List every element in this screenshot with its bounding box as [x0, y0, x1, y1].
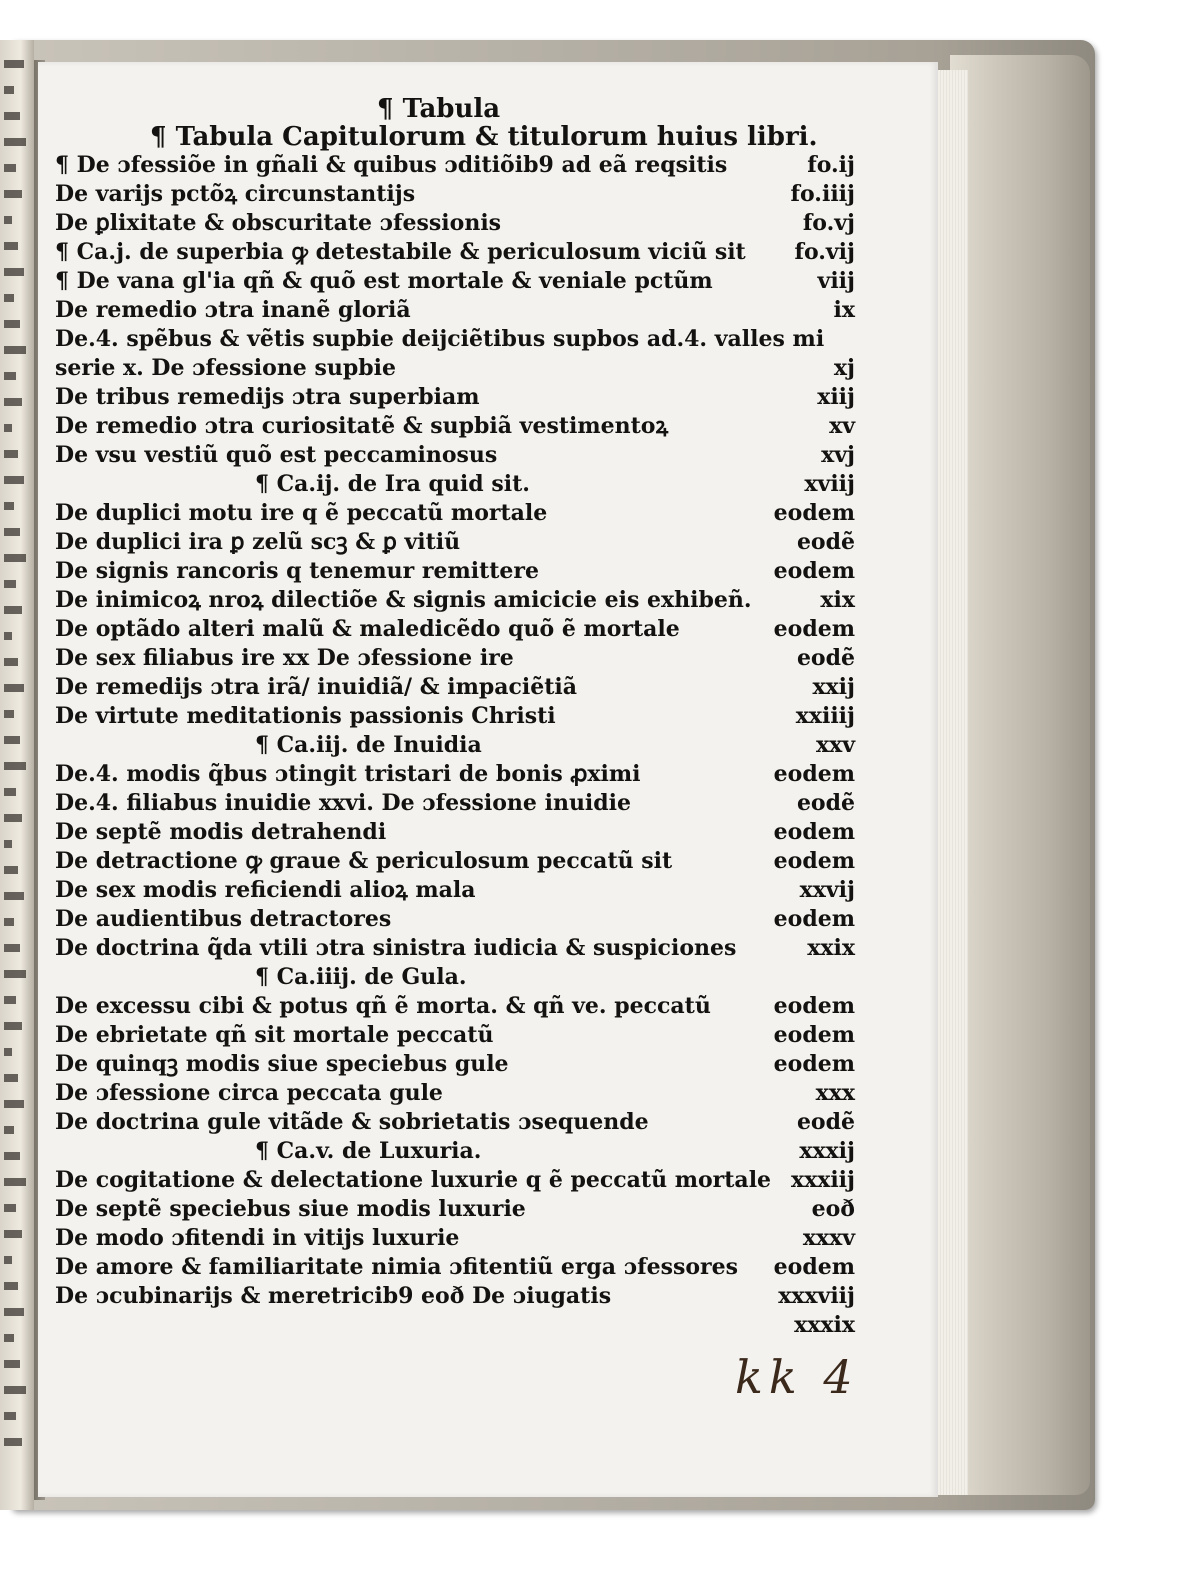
toc-folio: xxxv	[802, 1225, 855, 1251]
toc-entry-row	[55, 934, 855, 963]
binding-fore-edge	[950, 55, 1090, 1495]
toc-entry-text: De amore & familiaritate nimia ɔfitentiũ erga ɔfessores	[55, 1254, 738, 1280]
toc-entry-row	[55, 180, 855, 209]
toc-entry-row	[55, 557, 855, 586]
chapter-heading-row	[55, 1137, 855, 1166]
facing-page-text-fragment	[4, 1282, 18, 1290]
toc-entry-row	[55, 267, 855, 296]
toc-entry-text: De ɔfessione circa peccata gule	[55, 1080, 443, 1106]
toc-folio: xj	[833, 355, 855, 381]
toc-folio: xiij	[817, 384, 855, 410]
toc-entry-text: De signis rancoris q tenemur remittere	[55, 558, 540, 584]
toc-folio: eodem	[773, 993, 855, 1019]
facing-page-text-fragment	[4, 164, 16, 172]
facing-page-text-fragment	[4, 762, 26, 770]
toc-folio: eodẽ	[796, 790, 855, 816]
facing-page-text-fragment	[4, 528, 20, 536]
facing-page-text-fragment	[4, 710, 14, 718]
toc-folio: xxvij	[799, 877, 855, 903]
toc-folio: xv	[829, 413, 855, 439]
toc-entry-row	[55, 644, 855, 673]
toc-folio: eodẽ	[796, 1109, 855, 1135]
facing-page-edge	[0, 40, 34, 1510]
toc-entry-row	[55, 1253, 855, 1282]
toc-folio: eodẽ	[796, 645, 855, 671]
toc-entry-text: De ebrietate qñ sit mortale peccatũ	[55, 1022, 494, 1048]
facing-page-text-fragment	[4, 918, 14, 926]
toc-entry-text: De duplici ira ꝑ zelũ scꝫ & ꝑ vitiũ	[55, 529, 461, 555]
toc-folio: eodem	[773, 761, 855, 787]
toc-folio: xxxix	[794, 1312, 855, 1338]
toc-folio: eodem	[773, 906, 855, 932]
toc-folio: fo.ij	[807, 152, 855, 178]
toc-entry-text: ¶ Ca.v. de Luxuria.	[255, 1138, 482, 1164]
toc-entry-row	[55, 992, 855, 1021]
toc-entry-text: De septẽ modis detrahendi	[55, 819, 387, 845]
chapter-heading-row	[55, 963, 855, 992]
toc-entry-text: serie x. De ɔfessione supbie	[55, 355, 396, 381]
facing-page-text-fragment	[4, 1412, 16, 1420]
page-title: ¶ Tabula	[377, 94, 501, 124]
toc-folio: xxxviij	[778, 1283, 855, 1309]
toc-entry-row	[55, 383, 855, 412]
facing-page-text-fragment	[4, 346, 26, 354]
facing-page-text-fragment	[4, 1100, 24, 1108]
facing-page-text-fragment	[4, 1256, 12, 1264]
facing-page-text-fragment	[4, 424, 12, 432]
toc-entry-row	[55, 151, 855, 180]
toc-folio: xix	[820, 587, 855, 613]
toc-entry-text: De detractione ꝙ graue & periculosum peccatũ sit	[55, 848, 673, 874]
facing-page-text-fragment	[4, 1178, 26, 1186]
facing-page-text-fragment	[4, 1152, 20, 1160]
facing-page-text-fragment	[4, 554, 26, 562]
facing-page-text-fragment	[4, 268, 24, 276]
toc-entry-row	[55, 1079, 855, 1108]
facing-page-text-fragment	[4, 112, 20, 120]
chapter-heading-row	[55, 470, 855, 499]
toc-entry-row	[55, 615, 855, 644]
facing-page-text-fragment	[4, 372, 16, 380]
toc-entry-row	[55, 325, 855, 354]
facing-page-text-fragment	[4, 840, 12, 848]
toc-folio: fo.vj	[802, 210, 855, 236]
toc-entry-row	[55, 354, 855, 383]
toc-folio: eodem	[773, 1022, 855, 1048]
toc-rows	[55, 151, 855, 1340]
toc-entry-row	[55, 876, 855, 905]
toc-folio: xviij	[804, 471, 855, 497]
toc-entry-text: De doctrina gule vitãde & sobrietatis ɔsequende	[55, 1109, 649, 1135]
toc-entry-text: De.4. modis q̃bus ɔtingit tristari de bonis ꝓximi	[55, 761, 641, 787]
facing-page-text-fragment	[4, 1230, 22, 1238]
toc-folio: xvj	[821, 442, 855, 468]
toc-entry-text: De septẽ speciebus siue modis luxurie	[55, 1196, 526, 1222]
facing-page-text-fragment	[4, 502, 14, 510]
facing-page-text-fragment	[4, 788, 16, 796]
toc-entry-text: ¶ Ca.j. de superbia ꝙ detestabile & periculosum viciũ sit	[55, 239, 746, 265]
toc-folio: xxxij	[799, 1138, 855, 1164]
facing-page-text-fragment	[4, 216, 12, 224]
toc-entry-row	[55, 818, 855, 847]
toc-entry-text: De sex filiabus ire xx De ɔfessione ire	[55, 645, 514, 671]
facing-page-text-fragment	[4, 60, 24, 68]
toc-entry-text: ¶ Ca.iij. de Inuidia	[255, 732, 482, 758]
facing-page-text-fragment	[4, 242, 18, 250]
facing-page-text-fragment	[4, 580, 16, 588]
page-subtitle: ¶ Tabula Capitulorum & titulorum huius libri.	[150, 122, 818, 152]
toc-entry-row	[55, 1195, 855, 1224]
toc-entry-text: De varijs pctõꝝ circunstantijs	[55, 181, 416, 207]
facing-page-text-fragment	[4, 190, 22, 198]
facing-page-text-fragment	[4, 684, 24, 692]
toc-folio: eodem	[773, 848, 855, 874]
toc-folio: xxv	[815, 732, 855, 758]
toc-entry-text: ¶ De vana gl'ia qñ & quõ est mortale & veniale pctũm	[55, 268, 713, 294]
toc-entry-row	[55, 1311, 855, 1340]
toc-entry-row	[55, 1224, 855, 1253]
toc-entry-row	[55, 789, 855, 818]
toc-entry-row	[55, 1050, 855, 1079]
toc-entry-row	[55, 586, 855, 615]
toc-entry-row	[55, 238, 855, 267]
toc-folio: viij	[817, 268, 855, 294]
toc-entry-text: De ɔcubinarijs & meretricib9 eoð De ɔiugatis	[55, 1283, 612, 1309]
toc-folio: ix	[833, 297, 855, 323]
toc-entry-text: De inimicoꝝ nroꝝ dilectiõe & signis amicicie eis exhibeñ.	[55, 587, 752, 613]
toc-entry-row	[55, 441, 855, 470]
facing-page-text-fragment	[4, 606, 22, 614]
toc-entry-text: De remedio ɔtra inanẽ gloriã	[55, 297, 411, 323]
facing-page-text-fragment	[4, 892, 24, 900]
toc-entry-text: De optãdo alteri malũ & maledicẽdo quõ ẽ mortale	[55, 616, 680, 642]
toc-entry-row	[55, 1166, 855, 1195]
toc-entry-text: De doctrina q̃da vtili ɔtra sinistra iudicia & suspiciones	[55, 935, 737, 961]
toc-entry-row	[55, 1021, 855, 1050]
facing-page-text-fragment	[4, 320, 20, 328]
toc-entry-text: De.4. spẽbus & vẽtis supbie deijciẽtibus supbos ad.4. valles mi	[55, 326, 825, 352]
toc-entry-text: ¶ Ca.iiij. de Gula.	[255, 964, 467, 990]
toc-folio: eodem	[773, 1254, 855, 1280]
facing-page-text-fragment	[4, 1022, 22, 1030]
facing-page-text-fragment	[4, 1360, 20, 1368]
toc-entry-row	[55, 905, 855, 934]
toc-entry-text: De modo ɔfitendi in vitijs luxurie	[55, 1225, 460, 1251]
toc-entry-row	[55, 1282, 855, 1311]
facing-page-text-fragment	[4, 86, 14, 94]
facing-page-text-fragment	[4, 632, 12, 640]
facing-page-text-fragment	[4, 1386, 26, 1394]
facing-page-text-fragment	[4, 1334, 14, 1342]
facing-page-text-fragment	[4, 736, 20, 744]
toc-entry-row	[55, 296, 855, 325]
facing-page-text-fragment	[4, 1048, 12, 1056]
toc-entry-text: De audientibus detractores	[55, 906, 392, 932]
toc-folio: xxx	[815, 1080, 855, 1106]
toc-entry-row	[55, 1108, 855, 1137]
facing-page-text-fragment	[4, 866, 18, 874]
chapter-heading-row	[55, 731, 855, 760]
toc-entry-text: ¶ Ca.ij. de Ira quid sit.	[255, 471, 530, 497]
facing-page-text-fragment	[4, 1438, 22, 1446]
toc-entry-row	[55, 412, 855, 441]
facing-page-text-fragment	[4, 944, 20, 952]
toc-entry-text: De vsu vestiũ quõ est peccaminosus	[55, 442, 498, 468]
toc-entry-row	[55, 673, 855, 702]
facing-page-text-fragment	[4, 658, 18, 666]
facing-page-text-fragment	[4, 1126, 14, 1134]
toc-folio: eodẽ	[796, 529, 855, 555]
toc-entry-text: ¶ De ɔfessiõe in gñali & quibus ɔditiõib9 ad eã reqsitis	[55, 152, 728, 178]
toc-entry-row	[55, 847, 855, 876]
toc-entry-text: De duplici motu ire q ẽ peccatũ mortale	[55, 500, 548, 526]
toc-entry-row	[55, 499, 855, 528]
facing-page-text-fragment	[4, 294, 14, 302]
toc-folio: fo.iiij	[790, 181, 855, 207]
toc-entry-row	[55, 760, 855, 789]
toc-folio: eodem	[773, 819, 855, 845]
toc-entry-row	[55, 528, 855, 557]
handwritten-signature-mark: kk 4	[735, 1350, 859, 1404]
toc-entry-text: De.4. filiabus inuidie xxvi. De ɔfessione inuidie	[55, 790, 632, 816]
toc-entry-text: De virtute meditationis passionis Christi	[55, 703, 556, 729]
toc-folio: eodem	[773, 500, 855, 526]
facing-page-text-fragment	[4, 814, 22, 822]
toc-entry-text: De excessu cibi & potus qñ ẽ morta. & qñ ve. peccatũ	[55, 993, 711, 1019]
table-of-contents	[55, 95, 855, 1340]
facing-page-text-fragment	[4, 970, 26, 978]
facing-page-text-fragment	[4, 476, 24, 484]
facing-page-text-fragment	[4, 1204, 16, 1212]
toc-entry-row	[55, 702, 855, 731]
facing-page-text-fragment	[4, 1074, 18, 1082]
toc-folio: xxix	[807, 935, 855, 961]
facing-page-text-fragment	[4, 138, 26, 146]
toc-entry-text: De ꝑlixitate & obscuritate ɔfessionis	[55, 210, 502, 236]
toc-folio: eodem	[773, 616, 855, 642]
toc-entry-text: De tribus remedijs ɔtra superbiam	[55, 384, 480, 410]
facing-page-text-fragment	[4, 398, 22, 406]
toc-entry-row	[55, 209, 855, 238]
toc-entry-text: De remedijs ɔtra irã/ inuidiã/ & impaciẽtiã	[55, 674, 578, 700]
toc-folio: xxij	[812, 674, 855, 700]
toc-folio: xxxiij	[790, 1167, 855, 1193]
toc-folio: eoð	[811, 1196, 855, 1222]
toc-folio: eodem	[773, 558, 855, 584]
toc-folio: eodem	[773, 1051, 855, 1077]
toc-entry-text: De remedio ɔtra curiositatẽ & supbiã vestimentoꝝ	[55, 413, 669, 439]
facing-page-text-fragment	[4, 1308, 24, 1316]
toc-entry-text: De cogitatione & delectatione luxurie q ẽ peccatũ mortale	[55, 1167, 772, 1193]
toc-entry-text: De quinqꝫ modis siue speciebus gule	[55, 1051, 509, 1077]
toc-folio: xxiiij	[795, 703, 855, 729]
toc-entry-text: De sex modis reficiendi alioꝝ mala	[55, 877, 476, 903]
toc-folio: fo.vij	[794, 239, 855, 265]
facing-page-text-fragment	[4, 450, 18, 458]
facing-page-text-fragment	[4, 996, 16, 1004]
